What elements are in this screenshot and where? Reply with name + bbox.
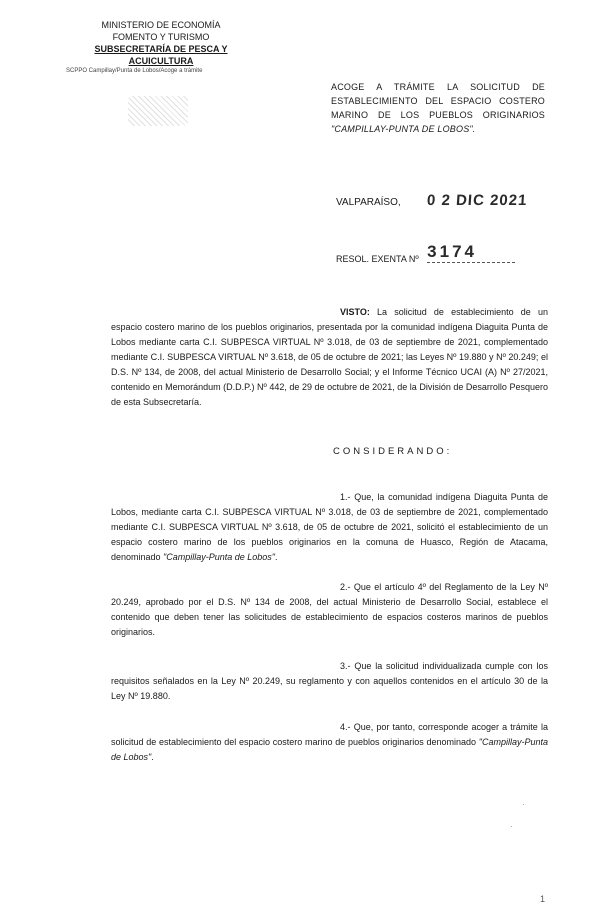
point-number: 3.-: [340, 661, 351, 671]
point-number: 1.-: [340, 492, 351, 502]
point-name: "Campillay-Punta de Lobos": [163, 552, 275, 562]
resolution-label: RESOL. EXENTA Nº: [336, 254, 419, 264]
point-end: .: [151, 752, 154, 762]
point-2: [111, 580, 548, 640]
ministry-subname: FOMENTO Y TURISMO: [112, 32, 210, 42]
visto-label: VISTO:: [340, 307, 370, 317]
visto-text: La solicitud de establecimiento de un espacio costero marino de los pueblos originarios, presentada por la comunidad indígena Diaguita Punta de Lobos mediante carta C.I. SUBPESCA VIRTUAL Nº 3.018, de 03 de septiembre de 2021, complementado mediante C.I. SUBPESCA VIRTUAL Nº 3.618, de 05 de octubre de 2021; las Leyes Nº 19.880 y Nº 20.249; el D.S. Nº 134, de 2008, del actual Ministerio de Desarrollo Social; y el Informe Técnico UCAI (A) Nº 27/2021, contenido en Memorándum (D.D.P.) Nº 442, de 29 de octubre de 2021, de la División de Desarrollo Pesquero de esta Subsecretaría.: [111, 307, 548, 407]
reference-code: SCPPO Campillay/Punta de Lobos/Acoge a trámite: [66, 68, 203, 74]
point-number: 4.-: [340, 722, 351, 732]
page-number: 1: [540, 894, 546, 904]
date-stamp: 0 2 DIC 2021: [426, 192, 529, 209]
faded-stamp: [128, 96, 188, 126]
undersecretariat-name: SUBSECRETARÍA DE PESCA Y ACUICULTURA: [94, 44, 228, 66]
subject-name: "CAMPILLAY-PUNTA DE LOBOS".: [331, 124, 476, 134]
place-label: VALPARAÍSO,: [336, 197, 401, 208]
point-text: Que, la comunidad indígena Diaguita Punta de Lobos, mediante carta C.I. SUBPESCA VIRTUAL Nº 3.018, de 03 de septiembre de 2021, complementado mediante C.I. SUBPESCA VIRTUAL Nº 3.618, de 05 de octubre de 2021, solicitó el establecimiento de un espacio costero marino de los pueblos originarios en la comuna de Huasco, Región de Atacama, denominado: [111, 492, 548, 562]
point-end: .: [275, 552, 278, 562]
scan-mark: ·: [510, 822, 513, 831]
letterhead: [66, 19, 256, 76]
resolution-number: 3174: [427, 242, 515, 263]
visto-paragraph: [111, 305, 548, 410]
point-text: Que el artículo 4º del Reglamento de la Ley Nº 20.249, aprobado por el D.S. Nº 134 de 2008, del actual Ministerio de Desarrollo Social, establece el contenido que deben tener las solicitudes de establecimiento de espacios costeros marinos de pueblos originarios.: [111, 582, 548, 637]
ministry-name: MINISTERIO DE ECONOMÍA: [101, 20, 221, 30]
point-4: [111, 720, 548, 765]
resolution-subject: [331, 80, 545, 136]
point-number: 2.-: [340, 582, 351, 592]
subject-text: ACOGE A TRÁMITE LA SOLICITUD DE ESTABLECIMIENTO DEL ESPACIO COSTERO MARINO DE LOS PUEBLOS ORIGINARIOS: [331, 82, 545, 120]
point-1: [111, 490, 548, 565]
scan-mark: ·: [522, 800, 525, 809]
point-name: "Campillay-Punta de Lobos": [111, 737, 548, 762]
date-line: [336, 192, 528, 209]
resolution-number-line: [336, 242, 515, 268]
considerando-heading: CONSIDERANDO:: [333, 446, 453, 457]
point-3: [111, 659, 548, 704]
point-text: Que la solicitud individualizada cumple con los requisitos señalados en la Ley Nº 20.249, su reglamento y con aquellos contenidos en el artículo 30 de la Ley Nº 19.880.: [111, 661, 548, 701]
point-text: Que, por tanto, corresponde acoger a trámite la solicitud de establecimiento del espacio costero marino de pueblos originarios denominado: [111, 722, 548, 747]
